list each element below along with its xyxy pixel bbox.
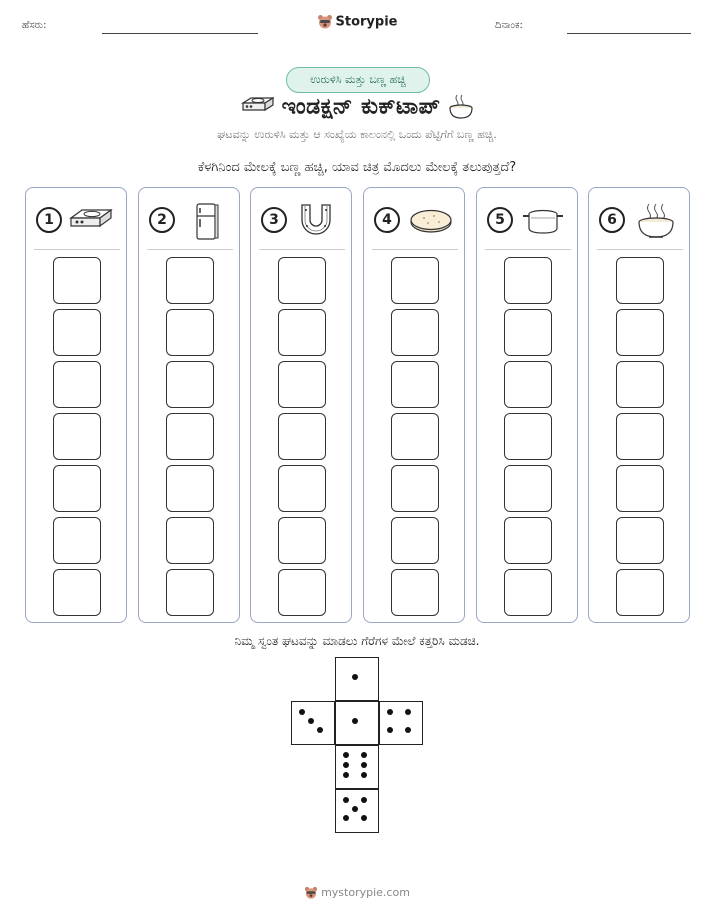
die-pip xyxy=(361,815,367,821)
soup-bowl-icon xyxy=(631,202,681,242)
color-box-2[interactable] xyxy=(278,309,326,356)
color-box-4[interactable] xyxy=(278,413,326,460)
color-box-7[interactable] xyxy=(391,569,439,616)
column-number: 5 xyxy=(487,207,513,233)
die-pip xyxy=(405,727,411,733)
column-header xyxy=(149,202,231,238)
color-box-4[interactable] xyxy=(166,413,214,460)
color-box-7[interactable] xyxy=(504,569,552,616)
column-divider xyxy=(259,249,345,250)
column-divider xyxy=(597,249,683,250)
color-box-3[interactable] xyxy=(504,361,552,408)
column-number: 3 xyxy=(261,207,287,233)
color-box-4[interactable] xyxy=(53,413,101,460)
color-box-4[interactable] xyxy=(616,413,664,460)
color-box-4[interactable] xyxy=(504,413,552,460)
column-number: 6 xyxy=(599,207,625,233)
cooking-pot-icon xyxy=(519,202,569,238)
color-box-5[interactable] xyxy=(278,465,326,512)
die-pip xyxy=(361,772,367,778)
induction-cooktop-icon xyxy=(68,202,114,238)
column-header xyxy=(599,202,681,238)
die-face-one xyxy=(335,657,379,701)
die-pip xyxy=(361,762,367,768)
column-divider xyxy=(34,249,120,250)
brand-name: Storypie xyxy=(335,14,398,30)
color-box-4[interactable] xyxy=(391,413,439,460)
die-face-six xyxy=(335,745,379,789)
column-number: 1 xyxy=(36,207,62,233)
color-box-3[interactable] xyxy=(166,361,214,408)
page-title: ಇಂಡಕ್ಷನ್ ಕುಕ್‌ಟಾಪ್ xyxy=(281,94,441,120)
color-box-6[interactable] xyxy=(391,517,439,564)
title-row xyxy=(0,93,714,123)
color-box-6[interactable] xyxy=(53,517,101,564)
die-pip xyxy=(387,727,393,733)
color-box-2[interactable] xyxy=(616,309,664,356)
color-box-1[interactable] xyxy=(166,257,214,304)
die-face-four xyxy=(379,701,423,745)
column-2 xyxy=(138,187,240,623)
die-pip xyxy=(343,752,349,758)
color-box-2[interactable] xyxy=(504,309,552,356)
date-label: ದಿನಾಂಕ: xyxy=(495,20,523,31)
color-box-7[interactable] xyxy=(278,569,326,616)
die-pip xyxy=(343,762,349,768)
column-number: 2 xyxy=(149,207,175,233)
die-pip xyxy=(343,815,349,821)
activity-subtitle: ಉರುಳಿಸಿ ಮತ್ತು ಬಣ್ಣ ಹಚ್ಚಿ xyxy=(286,67,430,93)
color-box-6[interactable] xyxy=(616,517,664,564)
bear-mascot-icon xyxy=(317,14,333,30)
color-box-3[interactable] xyxy=(278,361,326,408)
color-box-2[interactable] xyxy=(166,309,214,356)
die-pip xyxy=(343,772,349,778)
footer-site-link[interactable]: mystorypie.com xyxy=(321,886,410,899)
column-number: 4 xyxy=(374,207,400,233)
die-face-one xyxy=(335,701,379,745)
column-header xyxy=(487,202,569,238)
color-box-6[interactable] xyxy=(166,517,214,564)
color-box-1[interactable] xyxy=(504,257,552,304)
column-header xyxy=(261,202,343,238)
column-5 xyxy=(476,187,578,623)
color-box-7[interactable] xyxy=(53,569,101,616)
color-box-6[interactable] xyxy=(504,517,552,564)
dice-instruction: ನಿಮ್ಮ ಸ್ವಂತ ಘಟವನ್ನು ಮಾಡಲು ಗೆರೆಗಳ ಮೇಲೆ ಕತ್ತರಿಸಿ ಮಡಚಿ. xyxy=(234,634,480,648)
instruction-text: ಘಟವನ್ನು ಉರುಳಿಸಿ ಮತ್ತು ಆ ಸಂಖ್ಯೆಯ ಕಾಲಂನಲ್ಲಿ ಒಂದು ಪೆಟ್ಟಿಗೆಗೆ ಬಣ್ಣ ಹಚ್ಚಿ. xyxy=(217,128,497,141)
color-box-2[interactable] xyxy=(391,309,439,356)
footer xyxy=(0,886,714,900)
color-box-5[interactable] xyxy=(504,465,552,512)
name-field-line[interactable] xyxy=(102,33,258,34)
color-box-7[interactable] xyxy=(166,569,214,616)
column-1 xyxy=(25,187,127,623)
die-pip xyxy=(317,727,323,733)
question-text: ಕೆಳಗಿನಿಂದ ಮೇಲಕ್ಕೆ ಬಣ್ಣ ಹಚ್ಚಿ, ಯಾವ ಚಿತ್ರ ಮೊದಲು ಮೇಲಕ್ಕೆ ತಲುಪುತ್ತದೆ? xyxy=(197,160,517,175)
die-pip xyxy=(299,709,305,715)
color-box-3[interactable] xyxy=(53,361,101,408)
color-box-1[interactable] xyxy=(391,257,439,304)
die-pip xyxy=(361,797,367,803)
column-divider xyxy=(372,249,458,250)
color-box-5[interactable] xyxy=(166,465,214,512)
die-pip xyxy=(308,718,314,724)
color-box-5[interactable] xyxy=(391,465,439,512)
color-box-7[interactable] xyxy=(616,569,664,616)
refrigerator-icon xyxy=(181,202,227,242)
column-3 xyxy=(250,187,352,623)
color-box-5[interactable] xyxy=(53,465,101,512)
die-face-three xyxy=(291,701,335,745)
column-header xyxy=(374,202,456,238)
color-box-3[interactable] xyxy=(391,361,439,408)
die-pip xyxy=(361,752,367,758)
color-box-5[interactable] xyxy=(616,465,664,512)
name-label: ಹೆಸರು: xyxy=(22,20,47,31)
column-divider xyxy=(485,249,571,250)
color-box-1[interactable] xyxy=(53,257,101,304)
column-4 xyxy=(363,187,465,623)
die-pip xyxy=(352,806,358,812)
flatbread-icon xyxy=(406,202,456,238)
color-box-6[interactable] xyxy=(278,517,326,564)
induction-cooktop-icon xyxy=(240,95,274,119)
color-box-1[interactable] xyxy=(616,257,664,304)
column-header xyxy=(36,202,118,238)
die-pip xyxy=(405,709,411,715)
die-pip xyxy=(343,797,349,803)
date-field-line[interactable] xyxy=(567,33,691,34)
horseshoe-magnet-icon xyxy=(293,202,339,240)
color-box-3[interactable] xyxy=(616,361,664,408)
soup-bowl-icon xyxy=(448,93,474,121)
column-divider xyxy=(147,249,233,250)
column-6 xyxy=(588,187,690,623)
die-pip xyxy=(352,718,358,724)
die-pip xyxy=(387,709,393,715)
bear-mascot-icon xyxy=(304,886,318,900)
brand-logo xyxy=(0,14,714,30)
color-box-2[interactable] xyxy=(53,309,101,356)
color-box-1[interactable] xyxy=(278,257,326,304)
die-face-five xyxy=(335,789,379,833)
die-pip xyxy=(352,674,358,680)
